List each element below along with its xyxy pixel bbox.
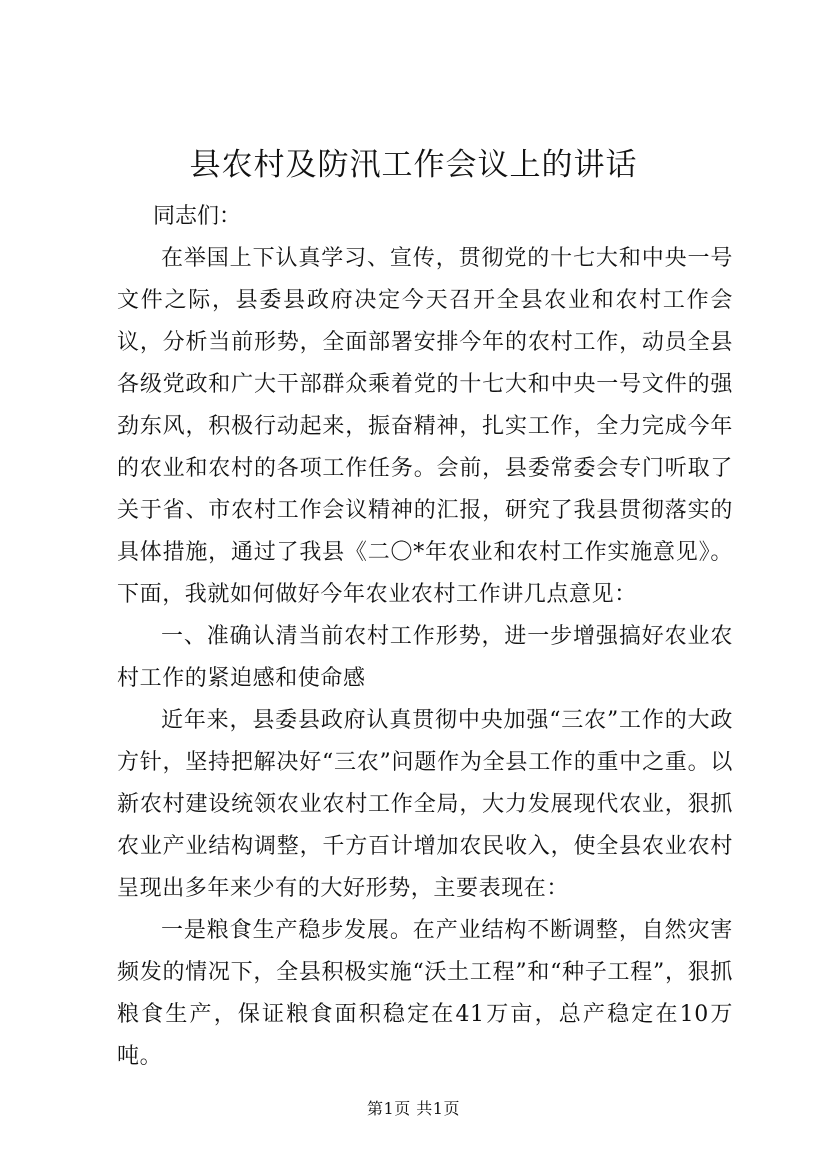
paragraph-situation: 近年来，县委县政府认真贯彻中央加强“三农”工作的大政方针，坚持把解决好“三农”问题作为全县工作的重中之重。以新农村建设统领农业农村工作全局，大力发展现代农业，狠抓农业产业结构调整，千方百计增加农民收入，使全县农业农村呈现出多年来少有的大好形势，主要表现在： [117, 708, 733, 901]
page-footer: 第1页 共1页 [367, 1099, 460, 1118]
section-heading-1: 一、准确认清当前农村工作形势，进一步增强搞好农业农村工作的紧迫感和使命感 [117, 624, 733, 691]
paragraph-intro: 在举国上下认真学习、宣传，贯彻党的十七大和中央一号文件之际，县委县政府决定今天召开全县农业和农村工作会议，分析当前形势，全面部署安排今年的农村工作，动员全县各级党政和广大干部群众乘着党的十七大和中央一号文件的强劲东风，积极行动起来，振奋精神，扎实工作，全力完成今年的农业和农村的各项工作任务。会前，县委常委会专门听取了关于省、市农村工作会议精神的汇报，研究了我县贯彻落实的具体措施，通过了我县《二〇*年农业和农村工作实施意见》。下面，我就如何做好今年农业农村工作讲几点意见： [117, 246, 733, 607]
document-body [117, 196, 733, 1078]
document-title: 县农村及防汛工作会议上的讲话 [189, 147, 638, 183]
salutation: 同志们： [153, 204, 242, 229]
paragraph-grain-production: 一是粮食生产稳步发展。在产业结构不断调整，自然灾害频发的情况下，全县积极实施“沃土工程”和“种子工程”，狠抓粮食生产，保证粮食面积稳定在41万亩，总产稳定在10万吨。 [117, 918, 733, 1069]
